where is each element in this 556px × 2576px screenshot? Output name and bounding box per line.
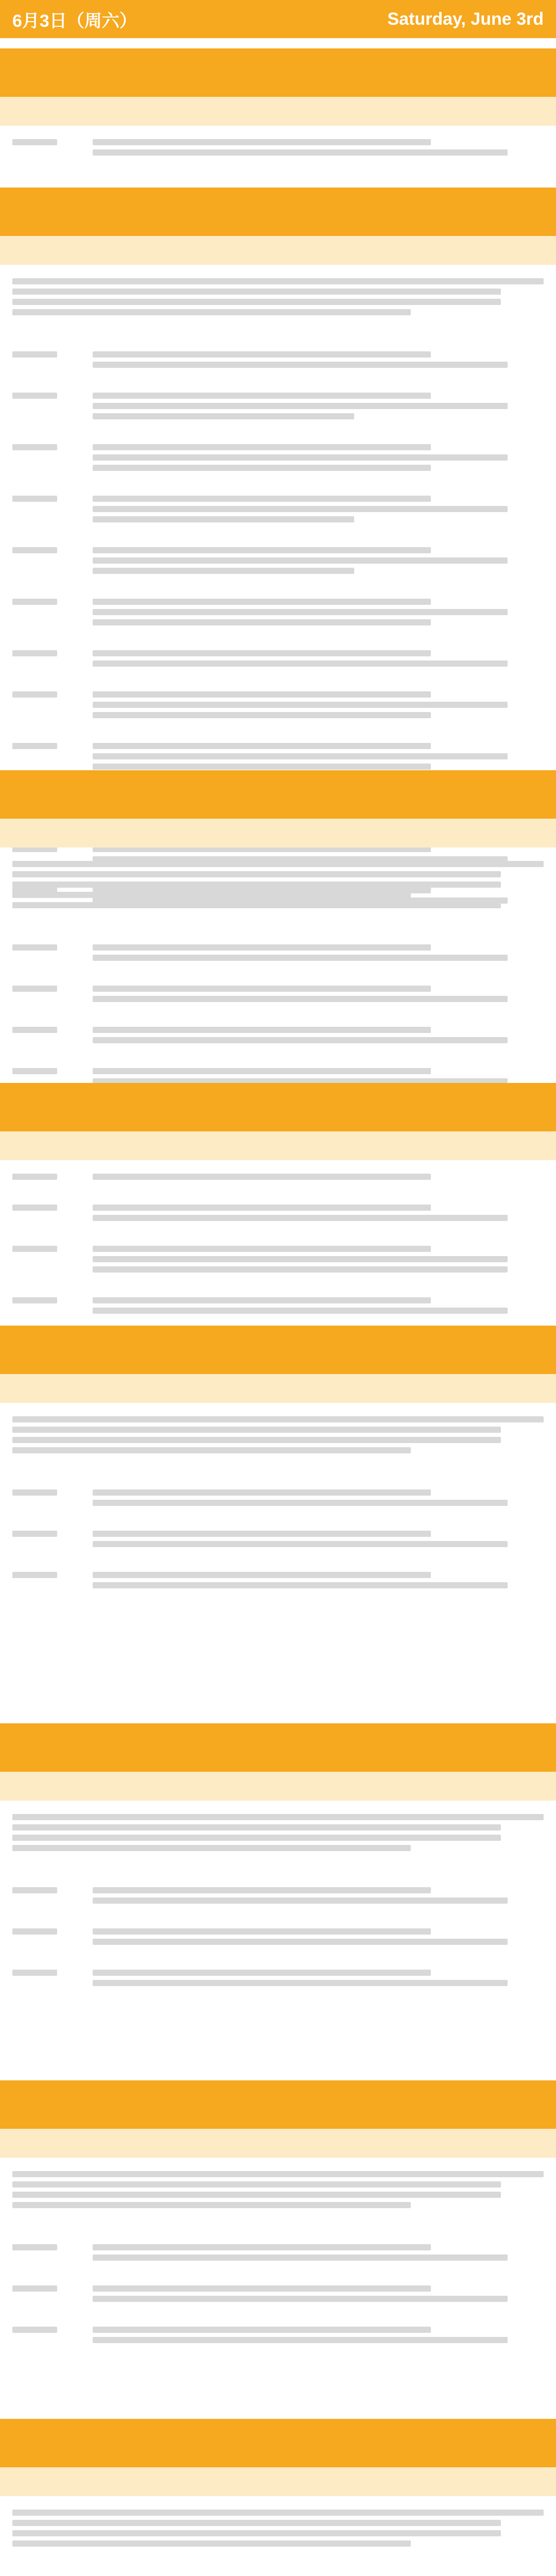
date-left: 6月3日（周六） <box>12 11 137 31</box>
session-venue <box>0 1131 556 1160</box>
session-header <box>0 188 556 236</box>
session-header <box>0 48 556 97</box>
session-venue <box>0 1374 556 1403</box>
date-bar <box>0 0 556 38</box>
session-header <box>0 2080 556 2129</box>
session-body <box>0 126 556 177</box>
session-header <box>0 1083 556 1131</box>
session-header <box>0 770 556 819</box>
date-right: Saturday, June 3rd <box>387 9 544 29</box>
session-venue <box>0 2129 556 2158</box>
session-venue <box>0 97 556 126</box>
session-header <box>0 1723 556 1772</box>
session-header <box>0 1326 556 1374</box>
session-venue <box>0 2467 556 2496</box>
session-venue <box>0 236 556 265</box>
session-venue <box>0 1772 556 1801</box>
session-venue <box>0 819 556 848</box>
session-header <box>0 2419 556 2467</box>
session-body <box>0 2496 556 2576</box>
